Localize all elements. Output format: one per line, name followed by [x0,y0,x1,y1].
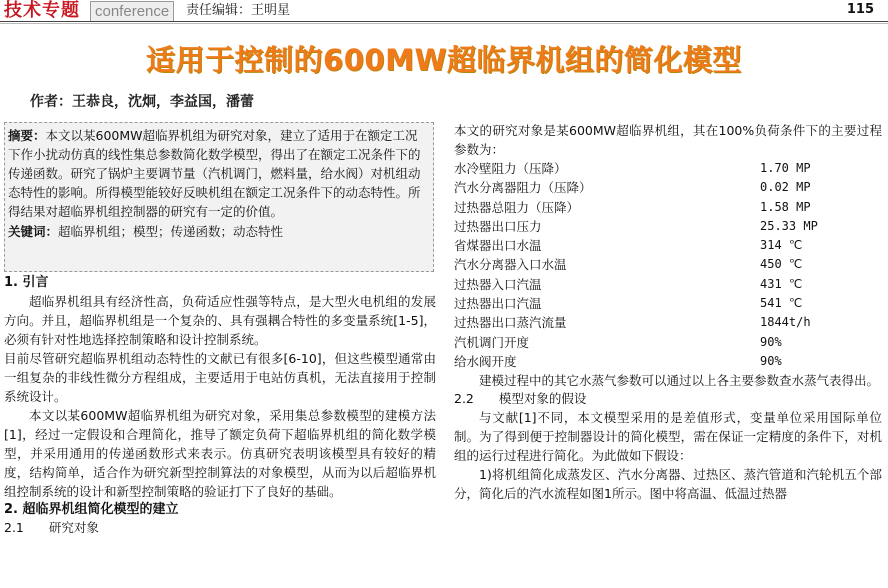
parameter-value: 0.02 MP [760,180,811,195]
section-2-2-paragraph-2: 1)将机组简化成蒸发区、汽水分离器、过热区、蒸汽管道和汽轮机五个部分，简化后的汽水流程如图1所示。图中将高温、低温过热器 [454,467,882,502]
article-authors: 作者：王恭良，沈炯，李益国，潘蕾 [30,94,254,110]
parameter-row [454,275,882,294]
parameter-name: 水冷壁阻力（压降） [454,161,567,176]
parameter-name: 过热器总阻力（压降） [454,199,580,215]
conference-tag: conference [90,1,174,22]
abstract-label: 摘要： [8,128,46,143]
section-2-2-title: 2.2 模型对象的假设 [454,391,587,407]
parameter-value: 1.58 MP [760,199,811,214]
parameter-row [454,198,882,217]
parameter-row [454,159,882,178]
parameter-value: 90% [760,353,782,368]
article-title: 适用于控制的600MW超临界机组的简化模型 [146,43,742,77]
parameter-value: 25.33 MP [760,218,818,233]
left-column [4,274,436,537]
page-number: 115 [846,2,874,17]
right-column [454,121,882,503]
parameter-name: 给水阀开度 [454,353,517,369]
parameter-value: 431 ℃ [760,276,803,291]
header-divider-thin [0,23,888,24]
parameter-row [454,255,882,274]
editor-credit: 责任编辑：王明星 [186,3,291,18]
parameter-row [454,313,882,332]
parameter-name: 过热器出口汽温 [454,296,542,312]
keywords-line [8,222,430,241]
research-object-intro: 本文的研究对象是某600MW超临界机组，其在100%负荷条件下的主要过程参数为： [454,123,882,157]
parameter-value: 90% [760,334,782,349]
section-1-title: 1. 引言 [4,275,49,290]
parameter-value: 1844t/h [760,315,811,330]
abstract-text: 本文以某600MW超临界机组为研究对象，建立了适用于在额定工况下作小扰动仿真的线性集总参数简化数学模型，得出了在额定工况条件下的传递函数。研究了锅炉主要调节量（汽机调门，燃料量，给水阀）对机组动态特性的影响。所得模型能较好反映机组在额定工况条件下的动态特性。所得结果对超临界机组控制器的研究有一定的价值。 [8,128,421,219]
parameter-list [454,159,882,371]
keywords-text: 超临界机组；模型；传递函数；动态特性 [58,224,284,239]
parameter-row [454,294,882,313]
parameter-name: 汽机调门开度 [454,334,530,350]
section-1-paragraph-3: 本文以某600MW超临界机组为研究对象，采用集总参数模型的建模方法[1]，经过一定假设和合理简化，推导了额定负荷下超临界机组的简化数学模型，并采用通用的传递函数形式来表示。仿真研究表明该模型具有较好的精度，结构简单，适合作为研究新型控制算法的对象模型，从而为以后超临界机组控制系统的设计和新型控制策略的验证打下了良好的基础。 [4,408,436,499]
abstract-paragraph [8,126,430,221]
section-1-paragraph-1: 超临界机组具有经济性高，负荷适应性强等特点，是大型火电机组的发展方向。并且，超临界机组是一个复杂的、具有强耦合特性的多变量系统[1-5]，必须有针对性地选择控制策略和设计控制系统。 [4,294,436,347]
parameter-name: 汽水分离器阻力（压降） [454,180,592,196]
parameter-name: 省煤器出口水温 [454,238,542,254]
parameter-row [454,178,882,197]
parameter-row [454,217,882,236]
parameter-row [454,333,882,352]
section-2-title: 2. 超临界机组简化模型的建立 [4,502,179,517]
parameter-value: 1.70 MP [760,161,811,175]
parameter-name: 过热器入口汽温 [454,276,542,292]
parameter-row [454,352,882,371]
abstract-box [4,122,434,272]
section-2-2-paragraph-1: 与文献[1]不同，本文模型采用的是差值形式，变量单位采用国际单位制。为了得到便于控制器设计的简化模型，需在保证一定精度的条件下，对机组的运行过程进行简化。为此做如下假设： [454,410,882,464]
header-divider [0,21,888,22]
section-1-paragraph-2: 目前尽管研究超临界机组动态特性的文献已有很多[6-10]，但这些模型通常由一组复杂的非线性微分方程组成，主要适用于电站仿真机，无法直接用于控制系统设计。 [4,351,436,404]
parameter-name: 汽水分离器入口水温 [454,257,567,273]
parameter-row [454,236,882,255]
section-2-1-title: 2.1 研究对象 [4,520,99,535]
section-tag: 技术专题 [4,0,80,21]
parameter-value: 450 ℃ [760,257,803,272]
parameter-name: 过热器出口蒸汽流量 [454,315,567,331]
keywords-label: 关键词： [8,224,59,239]
parameters-note: 建模过程中的其它水蒸气参数可以通过以上各主要参数查水蒸气表得出。 [479,373,880,389]
parameter-value: 541 ℃ [760,296,803,311]
parameter-value: 314 ℃ [760,238,803,253]
parameter-name: 过热器出口压力 [454,218,542,234]
page-header [0,0,888,22]
